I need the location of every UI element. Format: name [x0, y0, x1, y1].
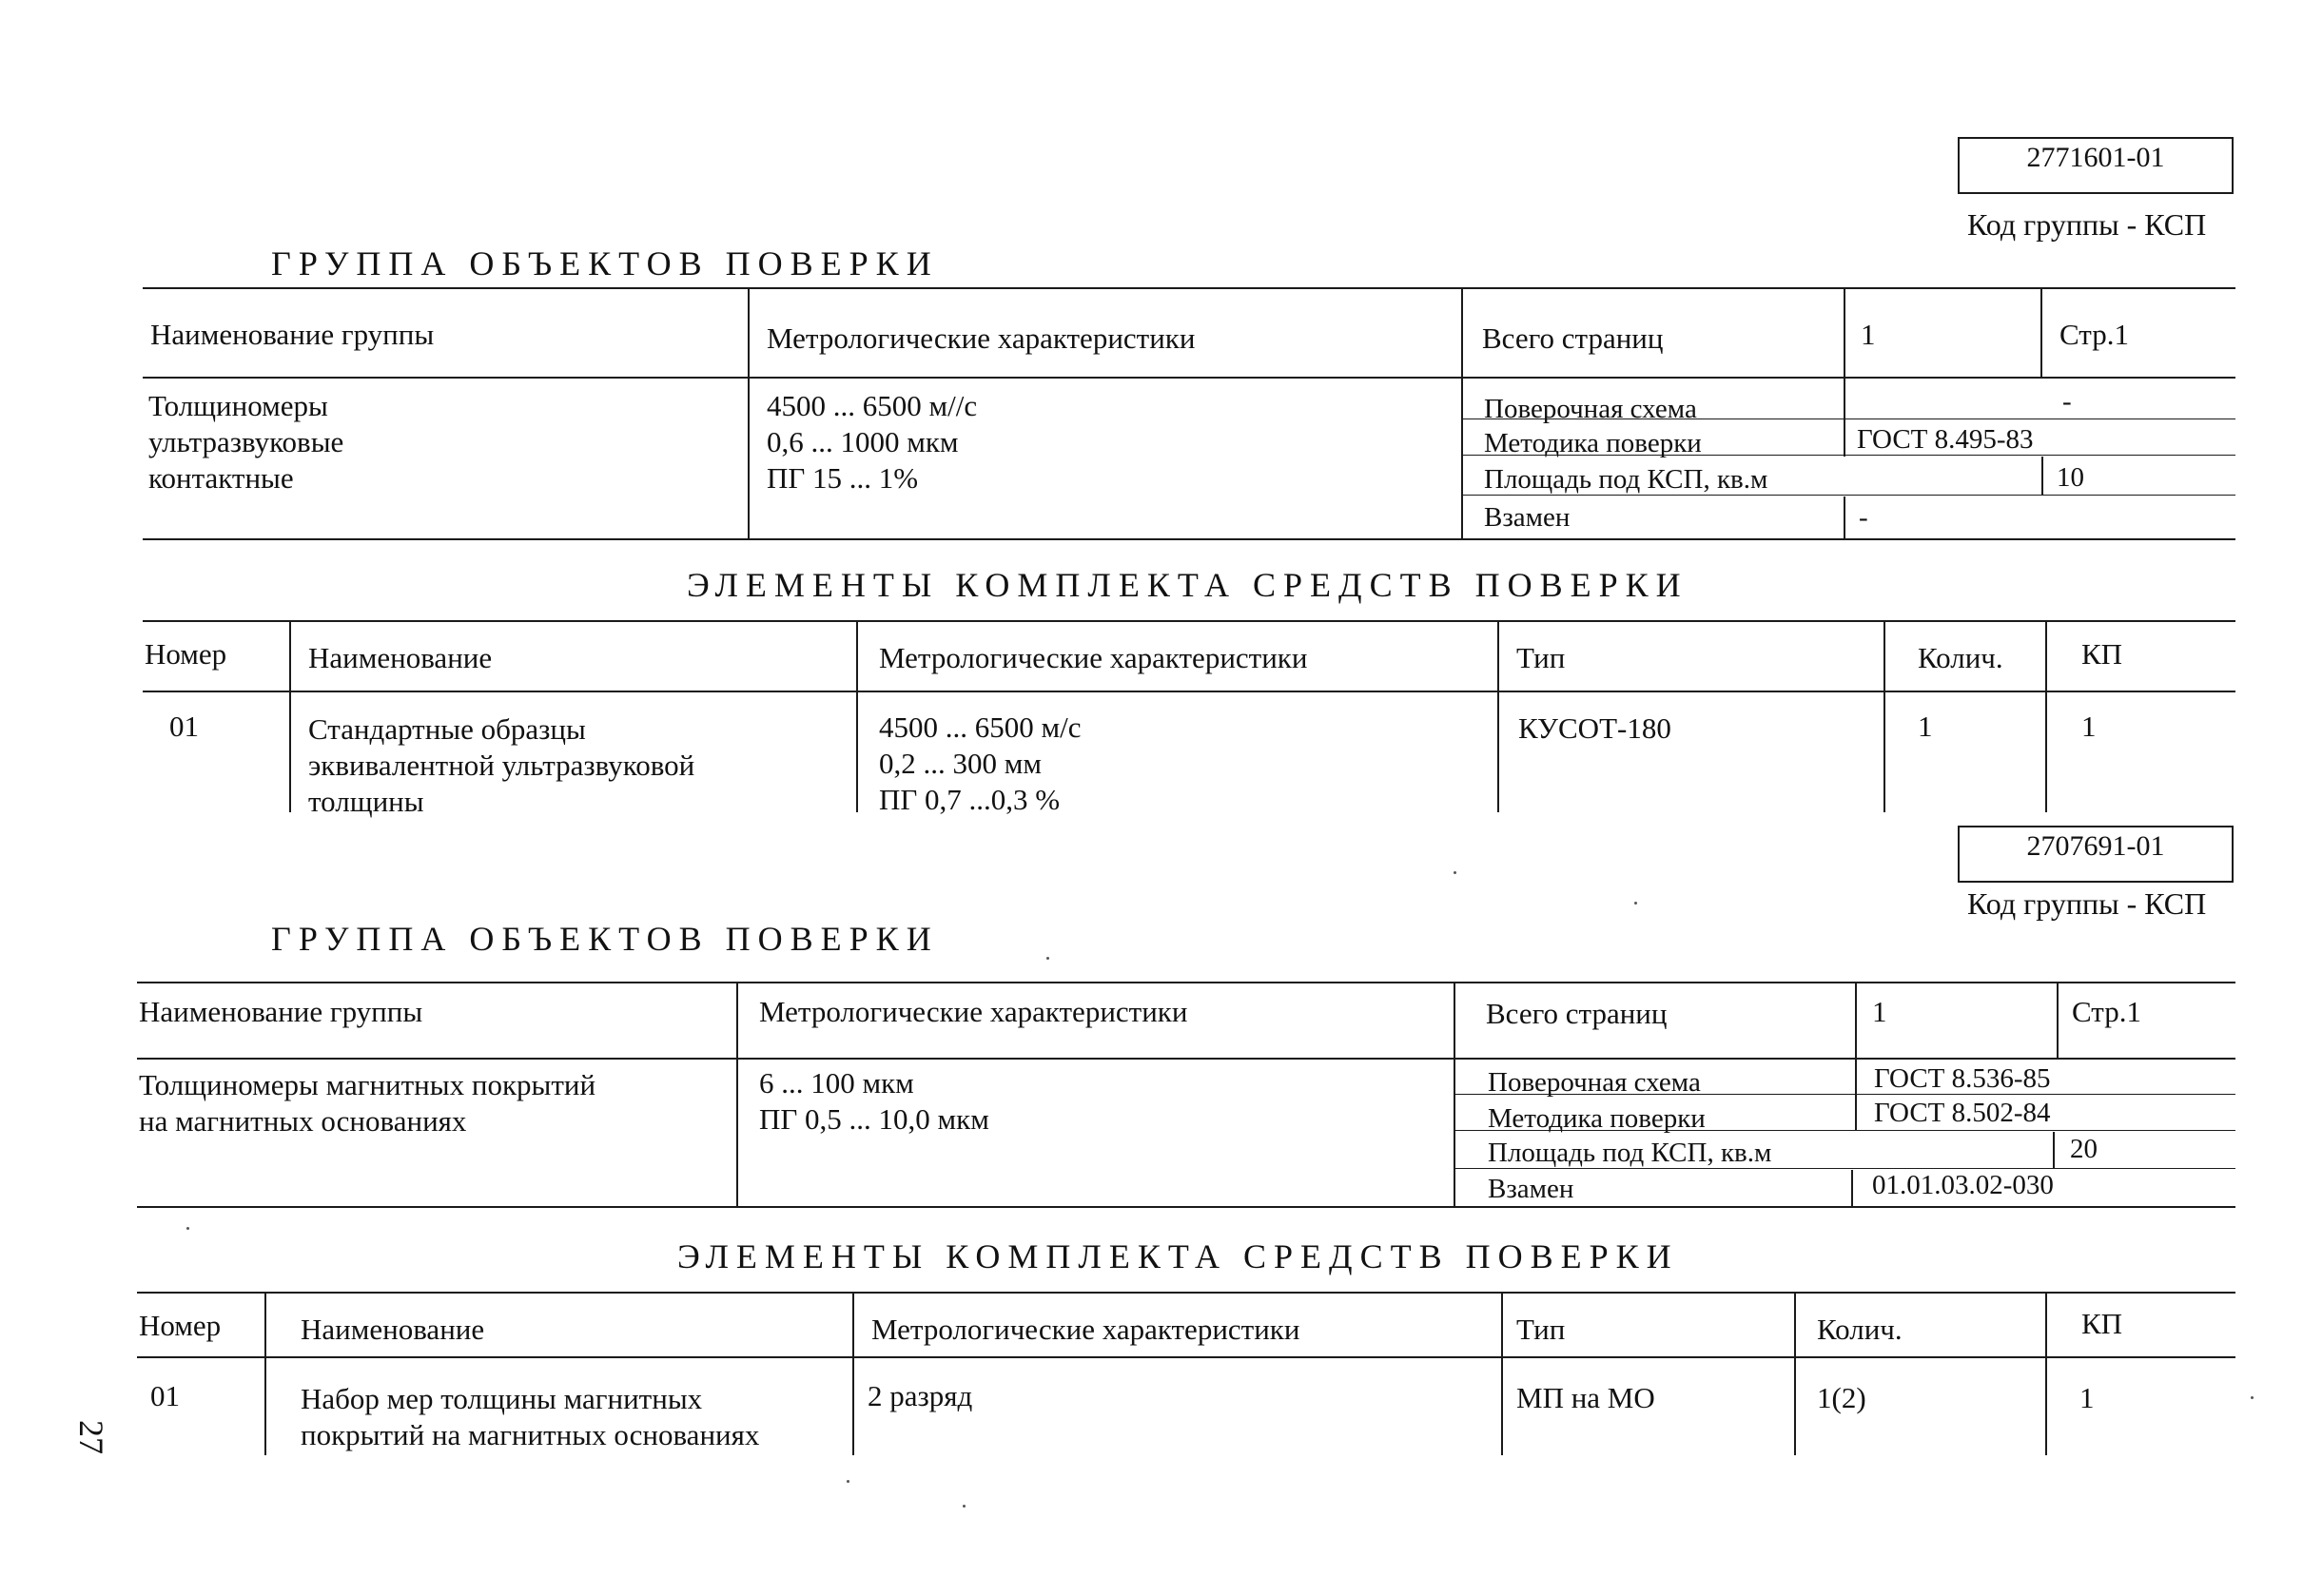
group-metro: 4500 ... 6500 м//с 0,6 ... 1000 мкм ПГ 15 ... 1%	[767, 389, 978, 495]
elements-metro-header: Метрологические характеристики	[871, 1313, 1300, 1346]
info-label-method: Методика поверки	[1488, 1103, 1706, 1134]
total-pages-value: 1	[1861, 318, 1876, 351]
elements-heading: ЭЛЕМЕНТЫ КОМПЛЕКТА СРЕДСТВ ПОВЕРКИ	[687, 566, 1688, 604]
info-label-method: Методика поверки	[1484, 428, 1702, 458]
page-number-header: Стр.1	[2059, 318, 2129, 351]
element-metro: 2 разряд	[868, 1379, 973, 1412]
elements-kp-header: КП	[2081, 637, 2123, 671]
element-kp: 1	[2081, 710, 2097, 743]
info-value-area: 20	[2070, 1134, 2098, 1164]
element-type: КУСОТ-180	[1518, 711, 1671, 745]
element-qty: 1	[1918, 710, 1933, 743]
elements-name-header: Наименование	[301, 1313, 485, 1346]
element-type: МП на МО	[1516, 1381, 1655, 1414]
info-label-area: Площадь под КСП, кв.м	[1488, 1138, 1772, 1168]
page-number-header: Стр.1	[2072, 995, 2141, 1028]
info-label-area: Площадь под КСП, кв.м	[1484, 464, 1768, 495]
info-value-scheme: -	[2062, 386, 2072, 417]
info-value-method: ГОСТ 8.502-84	[1874, 1098, 2051, 1128]
elements-heading: ЭЛЕМЕНТЫ КОМПЛЕКТА СРЕДСТВ ПОВЕРКИ	[677, 1237, 1679, 1275]
group-name: Толщиномеры магнитных покрытий на магнитных основаниях	[139, 1068, 596, 1138]
group-code-label: Код группы - КСП	[1967, 886, 2207, 921]
info-value-replaces: -	[1859, 502, 1868, 533]
group-heading: ГРУППА ОБЪЕКТОВ ПОВЕРКИ	[271, 920, 939, 958]
page-number: 27	[72, 1420, 110, 1454]
elements-type-header: Тип	[1516, 641, 1566, 674]
element-num: 01	[169, 710, 199, 743]
elements-type-header: Тип	[1516, 1313, 1566, 1346]
info-value-scheme: ГОСТ 8.536-85	[1874, 1063, 2051, 1094]
element-num: 01	[150, 1379, 180, 1412]
total-pages-header: Всего страниц	[1482, 321, 1664, 355]
elements-kp-header: КП	[2081, 1307, 2123, 1340]
element-kp: 1	[2079, 1381, 2095, 1414]
info-value-area: 10	[2057, 462, 2084, 493]
element-name: Набор мер толщины магнитных покрытий на магнитных основаниях	[301, 1382, 760, 1451]
info-label-replaces: Взамен	[1488, 1174, 1574, 1204]
group-name: Толщиномеры ультразвуковые контактные	[148, 389, 344, 495]
group-code-box: 2707691-01	[1958, 826, 2234, 883]
element-name: Стандартные образцы эквивалентной ультразвуковой толщины	[308, 712, 695, 818]
info-label-scheme: Поверочная схема	[1488, 1067, 1701, 1098]
elements-num-header: Номер	[139, 1309, 222, 1342]
info-label-scheme: Поверочная схема	[1484, 394, 1697, 424]
element-qty: 1(2)	[1817, 1381, 1866, 1414]
group-heading: ГРУППА ОБЪЕКТОВ ПОВЕРКИ	[271, 244, 939, 282]
group-code-label: Код группы - КСП	[1967, 207, 2207, 242]
elements-name-header: Наименование	[308, 641, 493, 674]
elements-metro-header: Метрологические характеристики	[879, 641, 1308, 674]
group-name-header: Наименование группы	[139, 995, 423, 1028]
elements-num-header: Номер	[145, 637, 227, 671]
info-label-replaces: Взамен	[1484, 502, 1571, 533]
elements-qty-header: Колич.	[1918, 641, 2003, 674]
info-value-replaces: 01.01.03.02-030	[1872, 1170, 2054, 1200]
group-name-header: Наименование группы	[150, 318, 435, 351]
group-metro: 6 ... 100 мкм ПГ 0,5 ... 10,0 мкм	[759, 1066, 989, 1136]
elements-qty-header: Колич.	[1817, 1313, 1903, 1346]
info-value-method: ГОСТ 8.495-83	[1857, 424, 2034, 455]
total-pages-header: Всего страниц	[1486, 997, 1668, 1030]
element-metro: 4500 ... 6500 м/с 0,2 ... 300 мм ПГ 0,7 ...0,3 %	[879, 710, 1082, 816]
group-metro-header: Метрологические характеристики	[759, 995, 1188, 1028]
group-metro-header: Метрологические характеристики	[767, 321, 1196, 355]
total-pages-value: 1	[1872, 995, 1887, 1028]
group-code-box: 2771601-01	[1958, 137, 2234, 194]
